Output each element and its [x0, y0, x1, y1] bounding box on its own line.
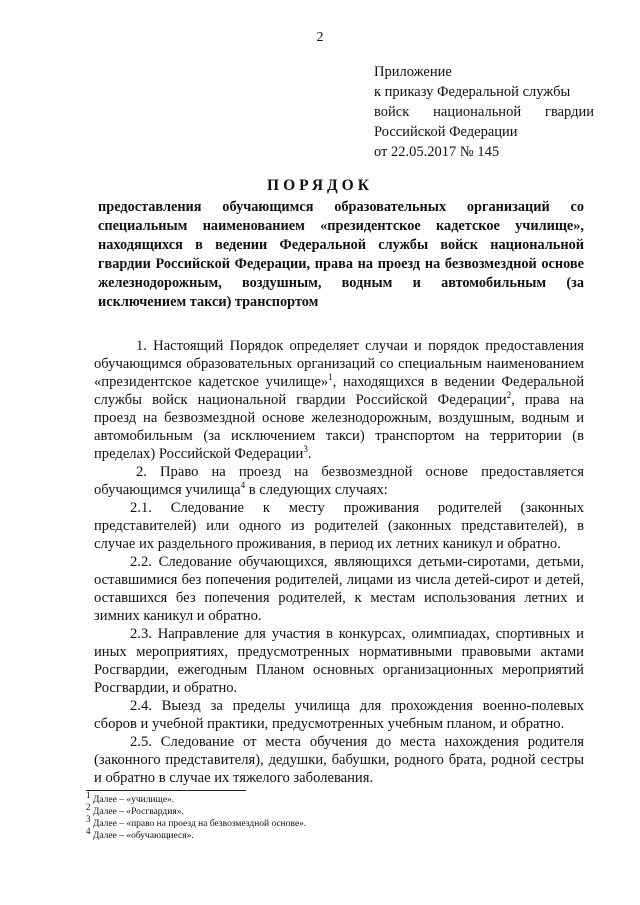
footnote-item: $^2$ Далее – «Росгвардия».: [86, 801, 184, 817]
appendix-header: [374, 62, 594, 162]
appendix-line: войск национальной гвардии: [374, 104, 594, 120]
document-subtitle: предоставления обучающимся образовательных организаций со специальным наименованием «президентское кадетское училище», находящихся в ведении Федеральной службы войск национальной гвардии Российской Федерации, права на проезд на безвозмездной основе железнодорожным, воздушным, водным и автомобильным (за исключением такси) транспортом: [98, 199, 584, 310]
footnote-ref: 3: [303, 444, 308, 455]
appendix-line: к приказу Федеральной службы: [374, 84, 571, 100]
appendix-line: Приложение: [374, 64, 452, 80]
appendix-line: Российской Федерации: [374, 124, 518, 140]
paragraph-2-5: 2.5. Следование от места обучения до места нахождения родителя (законного представителя), дедушки, бабушки, родного брата, родной сестры и обратно в случае их тяжелого заболевания.: [94, 734, 584, 786]
document-body: [94, 337, 584, 787]
paragraph-2-2: 2.2. Следование обучающихся, являющихся детьми-сиротами, детьми, оставшимися без попечения родителей, лицами из числа детей-сирот и детей, оставшихся без попечения родителей, к местам использования летних и зимних каникул и обратно.: [94, 554, 584, 624]
footnotes: [86, 789, 486, 842]
footnote-divider: [86, 790, 246, 791]
paragraph-2-4: 2.4. Выезд за пределы училища для прохождения военно-полевых сборов и учебной практики, предусмотренных учебным планом, и обратно.: [94, 698, 584, 732]
footnote-item: $^1$ Далее – «училище».: [86, 789, 175, 805]
footnote-item: $^4$ Далее – «обучающиеся».: [86, 825, 194, 841]
paragraph-2-3: 2.3. Направление для участия в конкурсах, олимпиадах, спортивных и иных мероприятиях, предусмотренных нормативными правовыми актами Росгвардии, ежегодным Планом основных организационных мероприятий Росгвардии, и обратно.: [94, 626, 584, 696]
footnote-item: $^3$ Далее – «право на проезд на безвозмездной основе».: [86, 813, 307, 829]
paragraph-1: 1. Настоящий Порядок определяет случаи и порядок предоставления обучающимся образовательных организаций со специальным наименованием «президентское кадетское училище»$^1$, находящихся в ведении Федеральной службы войск национальной гвардии Российской Федерации$^2$, права на проезд на безвозмездной основе железнодорожным, воздушным, водным и автомобильным (за исключением такси) транспортом на территории (в пределах) Российской Федерации$^3$.: [94, 338, 584, 462]
footnote-ref: 1: [328, 372, 333, 383]
document-title: ПОРЯДОК: [267, 177, 373, 194]
appendix-line: от 22.05.2017 № 145: [374, 144, 500, 160]
paragraph-2-1: 2.1. Следование к месту проживания родителей (законных представителей) или одного из родителей (законных представителей), в случае их раздельного проживания, в период их летних каникул и обратно.: [94, 500, 584, 552]
paragraph-2: 2. Право на проезд на безвозмездной основе предоставляется обучающимся училища$^4$ в следующих случаях:: [94, 464, 584, 498]
footnote-ref: 4: [240, 480, 246, 491]
footnote-ref: 2: [506, 390, 512, 401]
page-number: 2: [316, 30, 324, 45]
